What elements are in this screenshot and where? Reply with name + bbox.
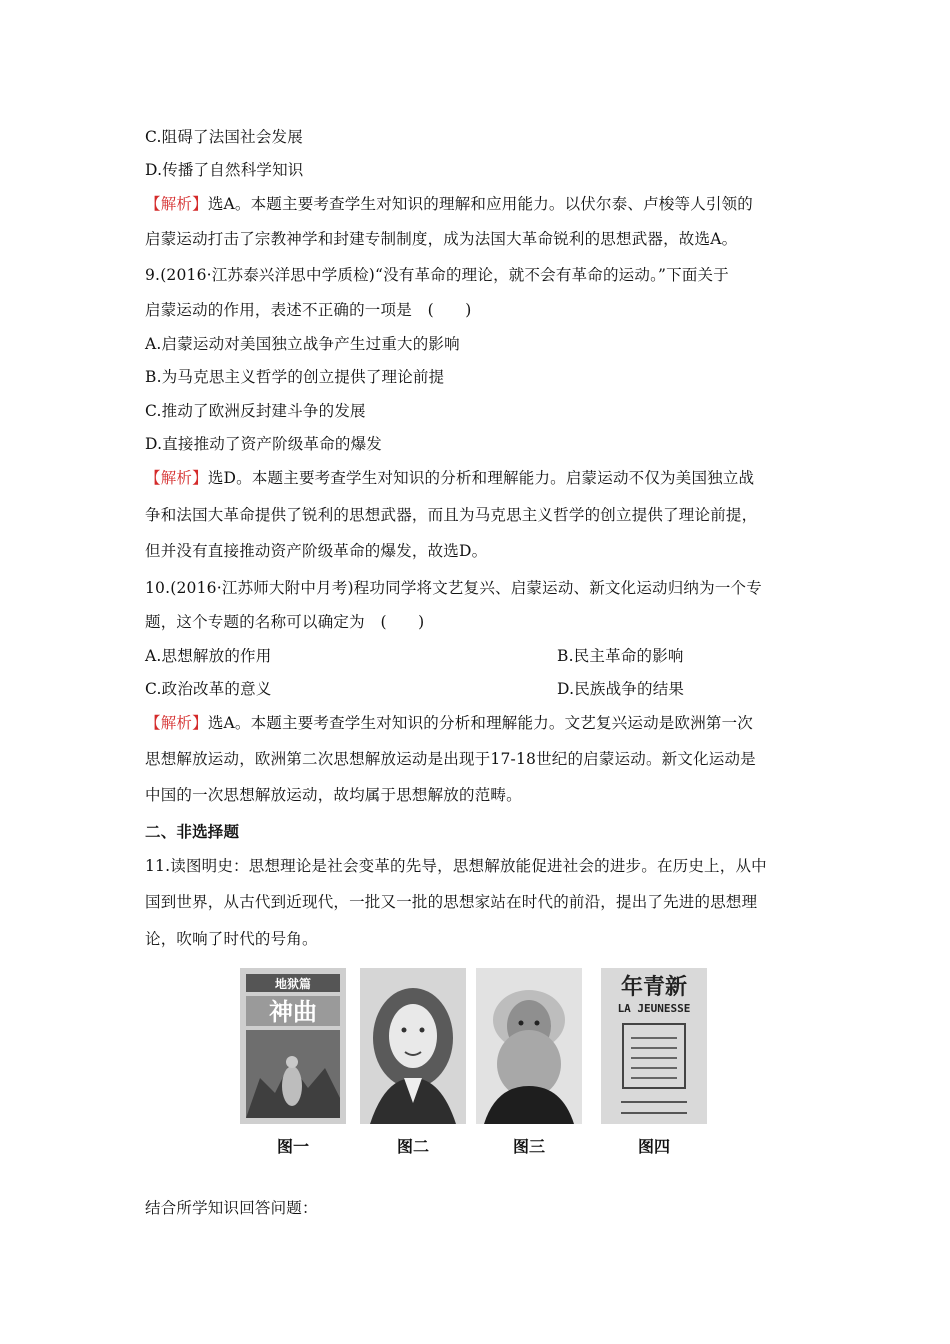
q10-option-c: C.政治改革的意义 [145, 680, 272, 698]
figure-1-caption: 图一 [276, 1137, 309, 1156]
fig4-subtitle-text: LA JEUNESSE [617, 1002, 691, 1015]
q10-option-a: A.思想解放的作用 [145, 647, 272, 665]
q10-analysis-line-1 [145, 713, 753, 733]
option-c-prev: C.阻碍了法国社会发展 [145, 128, 303, 146]
q11-stem-line-1: 11.读图明史：思想理论是社会变革的先导，思想解放能促进社会的进步。在历史上，从中 [145, 857, 767, 875]
q9-option-b: B.为马克思主义哲学的创立提供了理论前提 [145, 368, 445, 386]
q9-option-c: C.推动了欧洲反封建斗争的发展 [145, 402, 366, 420]
figure-3-caption: 图三 [512, 1137, 545, 1156]
q11-stem-line-3: 论，吹响了时代的号角。 [145, 930, 318, 948]
q10-options-row-1 [145, 646, 684, 666]
q8-analysis-line-2: 启蒙运动打击了宗教神学和封建专制制度，成为法国大革命锐利的思想武器，故选A。 [145, 230, 738, 248]
q10-option-b: B.民主革命的影响 [557, 647, 684, 665]
q9-analysis-line-1 [145, 468, 754, 488]
figure-new-youth-cover [601, 968, 707, 1124]
q10-option-d: D.民族战争的结果 [557, 680, 685, 698]
fig1-title-text: 神曲 [269, 998, 317, 1026]
closing-instruction: 结合所学知识回答问题： [145, 1199, 318, 1217]
q10-analysis-line-2: 思想解放运动，欧洲第二次思想解放运动是出现于17-18世纪的启蒙运动。新文化运动是 [145, 750, 756, 768]
analysis-text: 选A。本题主要考查学生对知识的理解和应用能力。以伏尔泰、卢梭等人引领的 [207, 195, 754, 213]
q9-option-d: D.直接推动了资产阶级革命的爆发 [145, 435, 383, 453]
section-title: 二、非选择题 [145, 822, 240, 841]
analysis-text: 选D。本题主要考查学生对知识的分析和理解能力。启蒙运动不仅为美国独立战 [207, 469, 755, 487]
option-d-prev: D.传播了自然科学知识 [145, 161, 304, 179]
q9-stem-line-1: 9.(2016·江苏泰兴洋思中学质检)“没有革命的理论，就不会有革命的运动。”下面关于 [145, 266, 729, 284]
figure-marx-portrait [476, 968, 582, 1124]
figure-voltaire-portrait [360, 968, 466, 1124]
q10-stem-line-1: 10.(2016·江苏师大附中月考)程功同学将文艺复兴、启蒙运动、新文化运动归纳为一个专 [145, 579, 762, 597]
q8-analysis-line-1 [145, 194, 753, 214]
q11-stem-line-2: 国到世界，从古代到近现代，一批又一批的思想家站在时代的前沿，提出了先进的思想理 [145, 893, 758, 911]
q10-options-row-2 [145, 679, 685, 699]
q10-analysis-line-3: 中国的一次思想解放运动，故均属于思想解放的范畴。 [145, 786, 522, 804]
figure-4-caption: 图四 [637, 1137, 670, 1156]
analysis-text: 选A。本题主要考查学生对知识的分析和理解能力。文艺复兴运动是欧洲第一次 [207, 714, 754, 732]
analysis-tag: 【解析】 [145, 195, 208, 213]
q9-analysis-line-3: 但并没有直接推动资产阶级革命的爆发，故选D。 [145, 542, 488, 560]
figure-divine-comedy-cover [240, 968, 346, 1124]
fig4-title-text: 年青新 [620, 975, 688, 1000]
analysis-tag: 【解析】 [145, 714, 208, 732]
q9-analysis-line-2: 争和法国大革命提供了锐利的思想武器，而且为马克思主义哲学的创立提供了理论前提， [145, 506, 758, 524]
analysis-tag: 【解析】 [145, 469, 208, 487]
q10-stem-line-2: 题，这个专题的名称可以确定为 ( ) [145, 613, 425, 631]
q9-option-a: A.启蒙运动对美国独立战争产生过重大的影响 [145, 335, 460, 353]
fig1-top-text: 地狱篇 [274, 977, 312, 991]
figure-2-caption: 图二 [396, 1137, 429, 1156]
q9-stem-line-2: 启蒙运动的作用，表述不正确的一项是 ( ) [145, 301, 472, 319]
